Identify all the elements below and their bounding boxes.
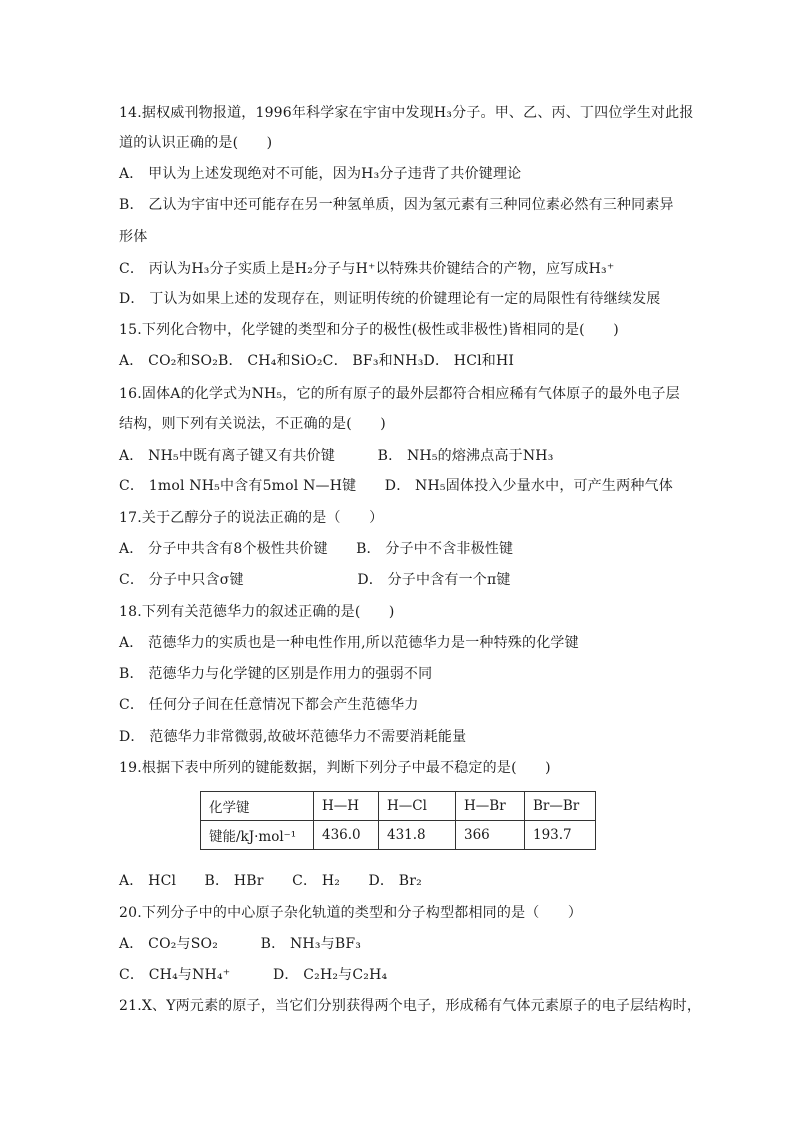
q17-stem: 17.关于乙醇分子的说法正确的是（ ） (119, 510, 384, 526)
q20-options-ab: A． CO₂与SO₂ B． NH₃与BF₃ (119, 936, 362, 952)
table-value-cell: 193.7 (525, 821, 596, 850)
q15-stem: 15.下列化合物中，化学键的类型和分子的极性(极性或非极性)皆相同的是( ) (119, 322, 619, 338)
q20-stem: 20.下列分子中的中心原子杂化轨道的类型和分子构型都相同的是（ ） (119, 905, 583, 921)
table-row (201, 821, 596, 850)
q16-stem-line2: 结构，则下列有关说法，不正确的是( ) (119, 416, 386, 432)
table-header-cell: H—Br (456, 792, 525, 821)
table-row-label: 化学键 (201, 792, 314, 821)
table-header-cell: H—Cl (379, 792, 456, 821)
q18-option-a: A． 范德华力的实质也是一种电性作用,所以范德华力是一种特殊的化学键 (119, 635, 579, 651)
q18-option-c: C． 任何分子间在任意情况下都会产生范德华力 (119, 697, 419, 713)
q16-options-ab: A． NH₅中既有离子键又有共价键 B． NH₅的熔沸点高于NH₃ (119, 448, 554, 464)
table-header-cell: H—H (314, 792, 379, 821)
q14-option-b-line1: B． 乙认为宇宙中还可能存在另一种氢单质，因为氢元素有三种同位素必然有三种同素异 (119, 197, 674, 213)
bond-energy-table (200, 791, 596, 850)
table-value-cell: 436.0 (314, 821, 379, 850)
q15-options: A． CO₂和SO₂B． CH₄和SiO₂C． BF₃和NH₃D． HCl和HI (119, 353, 515, 369)
q16-stem-line1: 16.固体A的化学式为NH₅，它的所有原子的最外层都符合相应稀有气体原子的最外电子层 (119, 386, 680, 402)
q21-stem: 21.X、Y两元素的原子，当它们分别获得两个电子，形成稀有气体元素原子的电子层结构时， (119, 998, 702, 1014)
table-row-label: 键能/kJ·mol⁻¹ (201, 821, 314, 850)
q16-options-cd: C． 1mol NH₅中含有5mol N—H键 D． NH₅固体投入少量水中，可产生两种气体 (119, 478, 673, 494)
q17-options-ab: A． 分子中共含有8个极性共价键 B． 分子中不含非极性键 (119, 541, 514, 557)
q18-option-b: B． 范德华力与化学键的区别是作用力的强弱不同 (119, 666, 433, 682)
q14-stem-line2: 道的认识正确的是( ) (119, 135, 273, 151)
q14-option-b-line2: 形体 (119, 229, 148, 245)
q14-option-a: A． 甲认为上述发现绝对不可能，因为H₃分子违背了共价键理论 (119, 166, 522, 182)
q14-option-c: C． 丙认为H₃分子实质上是H₂分子与H⁺以特殊共价键结合的产物，应写成H₃⁺ (119, 261, 615, 277)
q19-stem: 19.根据下表中所列的键能数据，判断下列分子中最不稳定的是( ) (119, 760, 551, 776)
q14-stem-line1: 14.据权威刊物报道，1996年科学家在宇宙中发现H₃分子。甲、乙、丙、丁四位学生对此报 (119, 105, 694, 121)
table-value-cell: 366 (456, 821, 525, 850)
q17-options-cd: C． 分子中只含σ键 D． 分子中含有一个π键 (119, 572, 511, 588)
table-value-cell: 431.8 (379, 821, 456, 850)
table-row (201, 792, 596, 821)
q18-stem: 18.下列有关范德华力的叙述正确的是( ) (119, 604, 395, 620)
q20-options-cd: C． CH₄与NH₄⁺ D． C₂H₂与C₂H₄ (119, 967, 388, 983)
q14-option-d: D． 丁认为如果上述的发现存在，则证明传统的价键理论有一定的局限性有待继续发展 (119, 291, 661, 307)
q19-options: A． HCl B． HBr C． H₂ D． Br₂ (119, 873, 422, 889)
table-header-cell: Br—Br (525, 792, 596, 821)
q18-option-d: D． 范德华力非常微弱,故破坏范德华力不需要消耗能量 (119, 729, 467, 745)
